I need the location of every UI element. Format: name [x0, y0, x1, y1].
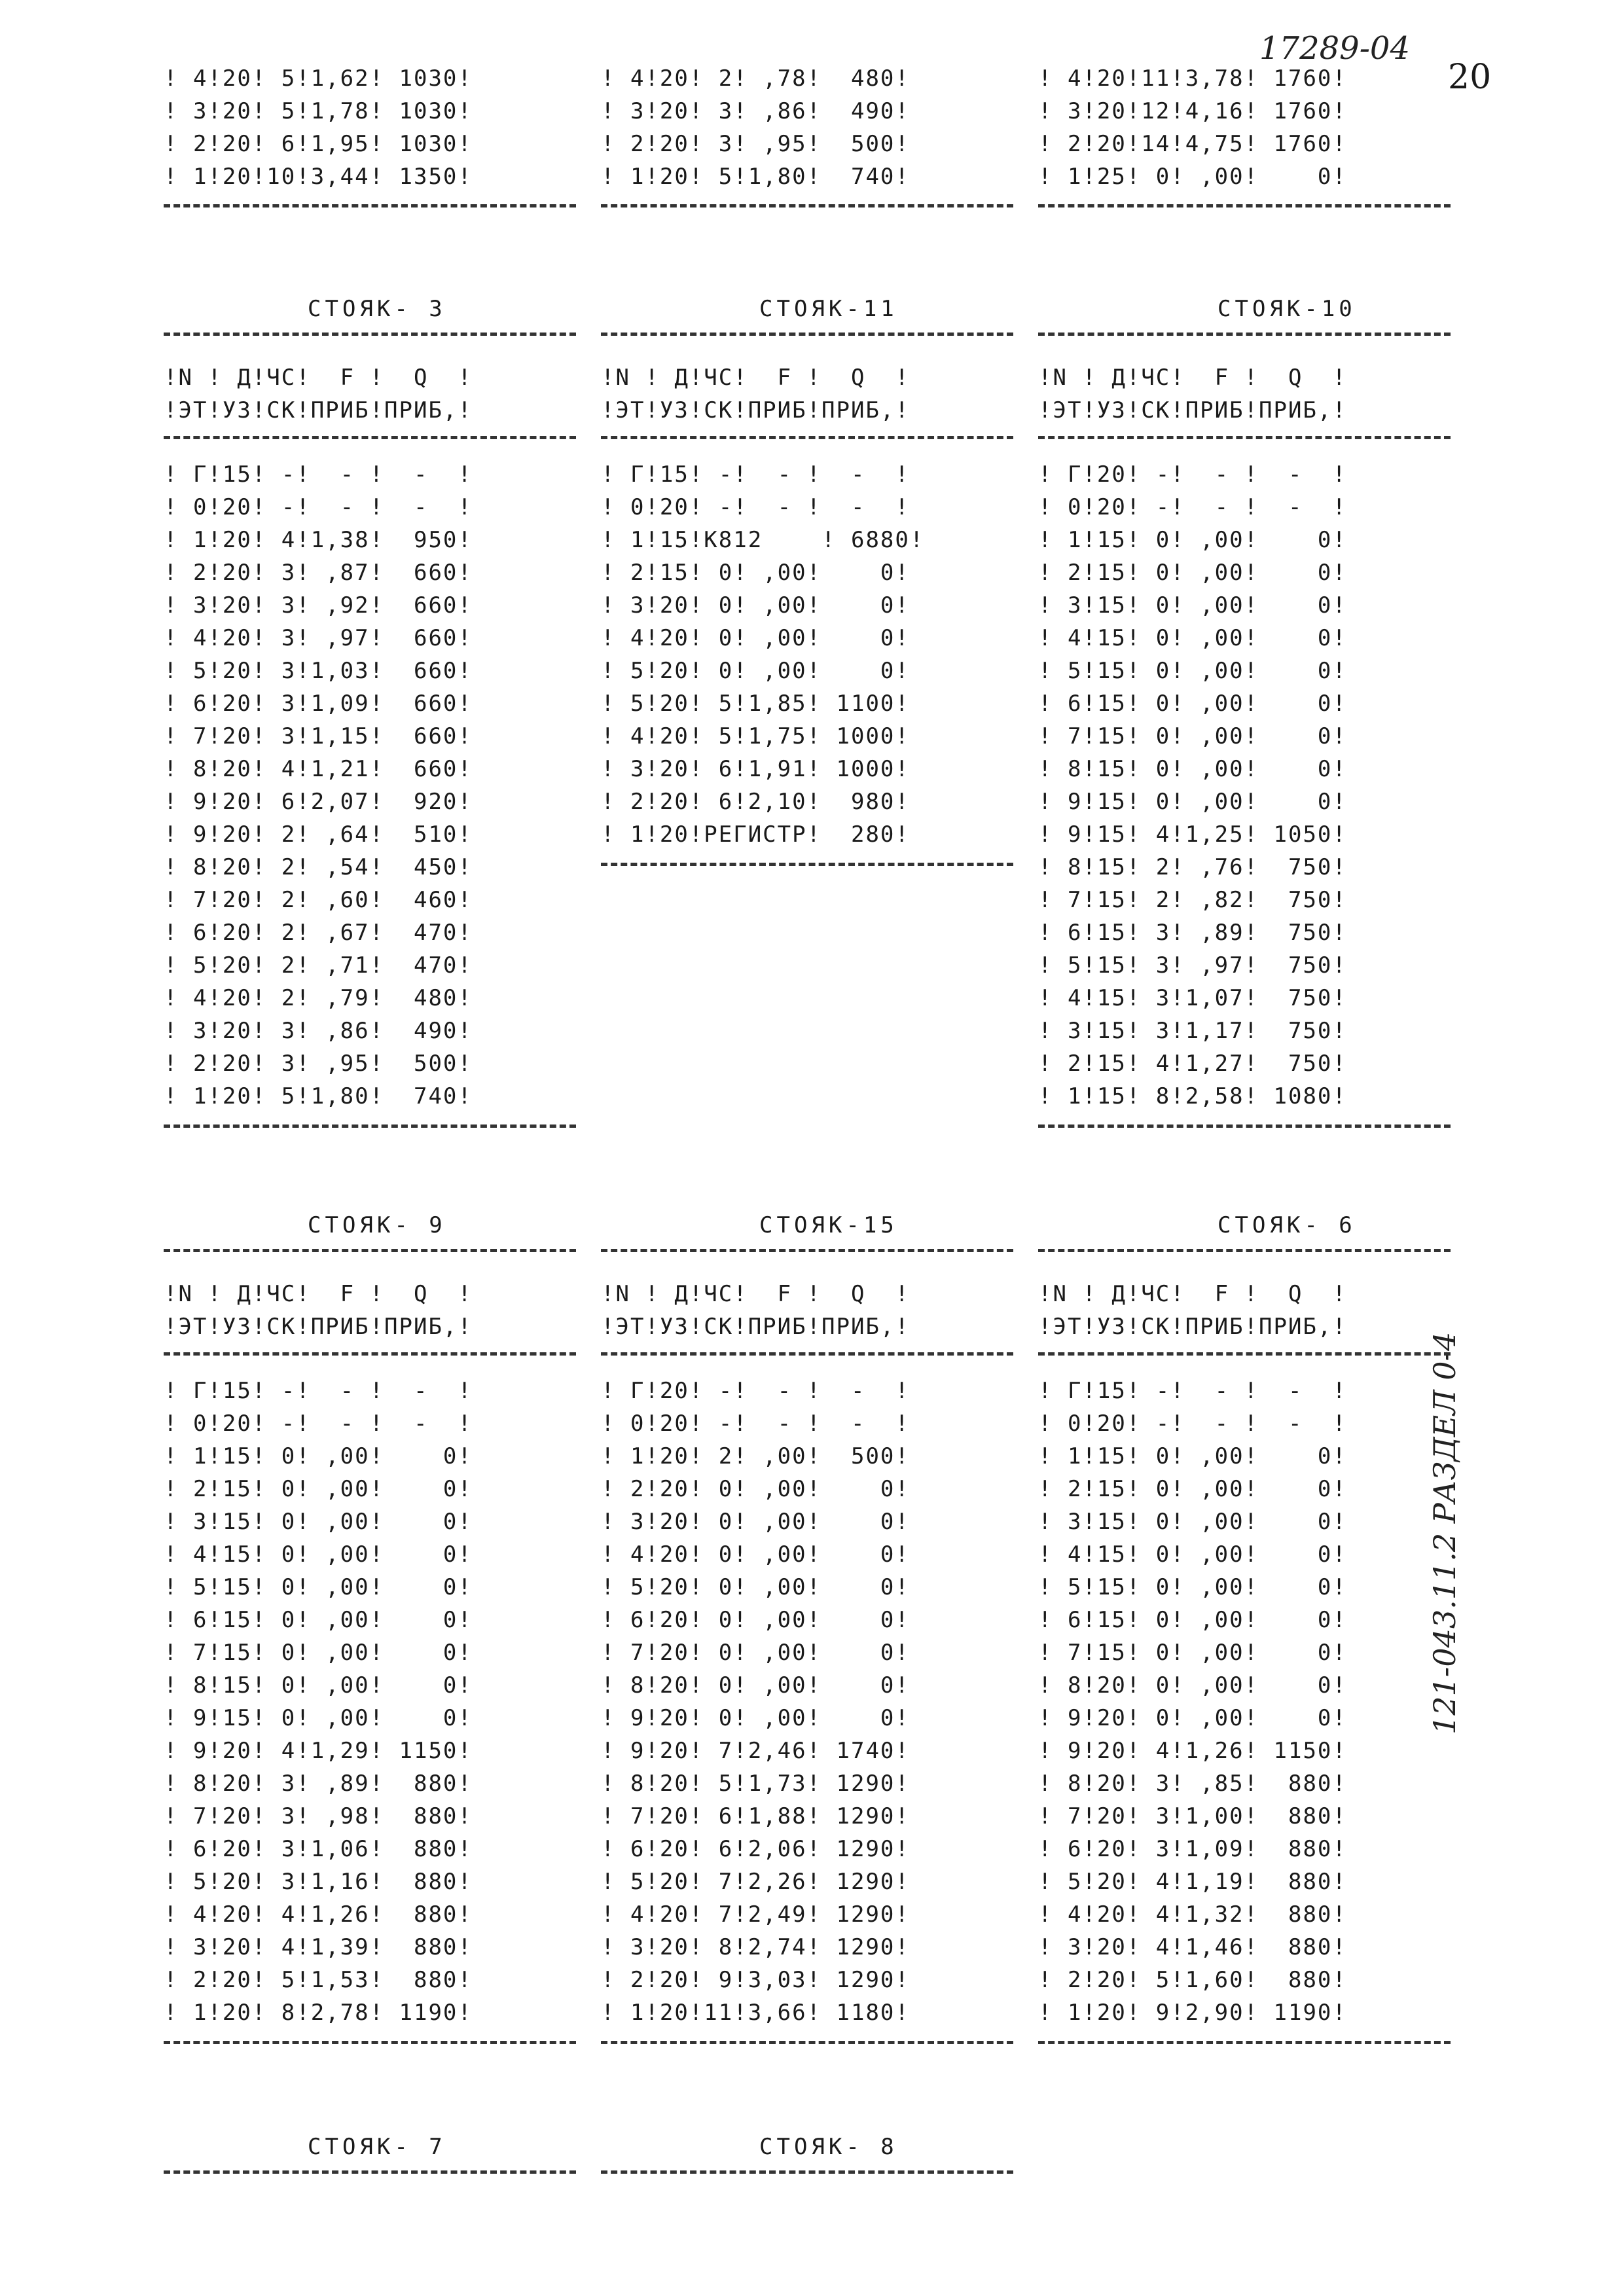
top-rows-col-2: ! 4!20! 2! ,78! 480! ! 3!20! 3! ,86! 490! ! 2!20! 3! ,95! 500! ! 1!20! 5!1,80! 740! [601, 65, 910, 190]
divider [601, 333, 1013, 336]
divider [601, 1352, 1013, 1356]
document-number: 17289-04 [1259, 30, 1410, 67]
table-header: !N ! Д!ЧС! F ! Q ! !ЭТ!УЗ!СК!ПРИБ!ПРИБ,! [1038, 1281, 1347, 1340]
divider [601, 2170, 1013, 2174]
divider [601, 1249, 1013, 1252]
section-title: СТОЯК- 8 [759, 2134, 898, 2160]
divider [1038, 204, 1451, 207]
section-title: СТОЯК- 6 [1218, 1212, 1356, 1238]
table-header: !N ! Д!ЧС! F ! Q ! !ЭТ!УЗ!СК!ПРИБ!ПРИБ,! [601, 1281, 910, 1340]
section-title: СТОЯК-11 [759, 296, 898, 322]
stoyak-3-rows: ! Г!15! -! - ! - ! ! 0!20! -! - ! - ! ! 1!20! 4!1,38! 950! ! 2!20! 3! ,87! 660! ! 3!20! 3! ,92! 660! ! 4!20! 3! ,97! 660! ! 5!20! 3!1,03! 660! ! 6!20! 3!1,09! 660! ! 7!20! 3!1,15! 660! ! 8!20! 4!1,21! 660! ! 9!20! 6!2,07! 920! ! 9!20! 2! ,64! 510! ! 8!20! 2! ,54! 450! ! 7!20! 2! ,60! 460! ! 6!20! 2! ,67! 470! ! 5!20! 2! ,71! 470! ! 4!20! 2! ,79! 480! ! 3!20! 3! ,86! 490! ! 2!20! 3! ,95! 500! ! 1!20! 5!1,80! 740! [164, 461, 473, 1109]
divider [164, 333, 576, 336]
top-rows-col-1: ! 4!20! 5!1,62! 1030! ! 3!20! 5!1,78! 1030! ! 2!20! 6!1,95! 1030! ! 1!20!10!3,44! 1350! [164, 65, 473, 190]
divider [164, 204, 576, 207]
table-header: !N ! Д!ЧС! F ! Q ! !ЭТ!УЗ!СК!ПРИБ!ПРИБ,! [164, 1281, 473, 1340]
divider [164, 1352, 576, 1356]
divider [601, 204, 1013, 207]
section-title: СТОЯК- 7 [308, 2134, 446, 2160]
divider [1038, 436, 1451, 439]
divider [164, 2041, 576, 2044]
divider [1038, 1352, 1451, 1356]
divider [1038, 1125, 1451, 1128]
divider [164, 1125, 576, 1128]
top-rows-col-3: ! 4!20!11!3,78! 1760! ! 3!20!12!4,16! 1760! ! 2!20!14!4,75! 1760! ! 1!25! 0! ,00! 0! [1038, 65, 1347, 190]
section-title: СТОЯК- 9 [308, 1212, 446, 1238]
stoyak-11-rows: ! Г!15! -! - ! - ! ! 0!20! -! - ! - ! ! 1!15!К812 ! 6880! ! 2!15! 0! ,00! 0! ! 3!20! 0! ,00! 0! ! 4!20! 0! ,00! 0! ! 5!20! 0! ,00! 0! ! 5!20! 5!1,85! 1100! ! 4!20! 5!1,75! 1000! ! 3!20! 6!1,91! 1000! ! 2!20! 6!2,10! 980! ! 1!20!РЕГИСТР! 280! [601, 461, 925, 848]
page-number: 20 [1448, 58, 1492, 97]
divider [601, 863, 1013, 866]
divider [601, 436, 1013, 439]
table-header: !N ! Д!ЧС! F ! Q ! !ЭТ!УЗ!СК!ПРИБ!ПРИБ,! [601, 365, 910, 423]
divider [164, 436, 576, 439]
divider [601, 2041, 1013, 2044]
section-title: СТОЯК-15 [759, 1212, 898, 1238]
divider [1038, 1249, 1451, 1252]
stoyak-6-rows: ! Г!15! -! - ! - ! ! 0!20! -! - ! - ! ! 1!15! 0! ,00! 0! ! 2!15! 0! ,00! 0! ! 3!15! 0! ,00! 0! ! 4!15! 0! ,00! 0! ! 5!15! 0! ,00! 0! ! 6!15! 0! ,00! 0! ! 7!15! 0! ,00! 0! ! 8!20! 0! ,00! 0! ! 9!20! 0! ,00! 0! ! 9!20! 4!1,26! 1150! ! 8!20! 3! ,85! 880! ! 7!20! 3!1,00! 880! ! 6!20! 3!1,09! 880! ! 5!20! 4!1,19! 880! ! 4!20! 4!1,32! 880! ! 3!20! 4!1,46! 880! ! 2!20! 5!1,60! 880! ! 1!20! 9!2,90! 1190! [1038, 1378, 1347, 2026]
section-title: СТОЯК-10 [1218, 296, 1356, 322]
divider [164, 1249, 576, 1252]
stoyak-9-rows: ! Г!15! -! - ! - ! ! 0!20! -! - ! - ! ! 1!15! 0! ,00! 0! ! 2!15! 0! ,00! 0! ! 3!15! 0! ,00! 0! ! 4!15! 0! ,00! 0! ! 5!15! 0! ,00! 0! ! 6!15! 0! ,00! 0! ! 7!15! 0! ,00! 0! ! 8!15! 0! ,00! 0! ! 9!15! 0! ,00! 0! ! 9!20! 4!1,29! 1150! ! 8!20! 3! ,89! 880! ! 7!20! 3! ,98! 880! ! 6!20! 3!1,06! 880! ! 5!20! 3!1,16! 880! ! 4!20! 4!1,26! 880! ! 3!20! 4!1,39! 880! ! 2!20! 5!1,53! 880! ! 1!20! 8!2,78! 1190! [164, 1378, 473, 2026]
stoyak-15-rows: ! Г!20! -! - ! - ! ! 0!20! -! - ! - ! ! 1!20! 2! ,00! 500! ! 2!20! 0! ,00! 0! ! 3!20! 0! ,00! 0! ! 4!20! 0! ,00! 0! ! 5!20! 0! ,00! 0! ! 6!20! 0! ,00! 0! ! 7!20! 0! ,00! 0! ! 8!20! 0! ,00! 0! ! 9!20! 0! ,00! 0! ! 9!20! 7!2,46! 1740! ! 8!20! 5!1,73! 1290! ! 7!20! 6!1,88! 1290! ! 6!20! 6!2,06! 1290! ! 5!20! 7!2,26! 1290! ! 4!20! 7!2,49! 1290! ! 3!20! 8!2,74! 1290! ! 2!20! 9!3,03! 1290! ! 1!20!11!3,66! 1180! [601, 1378, 910, 2026]
divider [1038, 333, 1451, 336]
table-header: !N ! Д!ЧС! F ! Q ! !ЭТ!УЗ!СК!ПРИБ!ПРИБ,! [164, 365, 473, 423]
table-header: !N ! Д!ЧС! F ! Q ! !ЭТ!УЗ!СК!ПРИБ!ПРИБ,! [1038, 365, 1347, 423]
stoyak-10-rows: ! Г!20! -! - ! - ! ! 0!20! -! - ! - ! ! 1!15! 0! ,00! 0! ! 2!15! 0! ,00! 0! ! 3!15! 0! ,00! 0! ! 4!15! 0! ,00! 0! ! 5!15! 0! ,00! 0! ! 6!15! 0! ,00! 0! ! 7!15! 0! ,00! 0! ! 8!15! 0! ,00! 0! ! 9!15! 0! ,00! 0! ! 9!15! 4!1,25! 1050! ! 8!15! 2! ,76! 750! ! 7!15! 2! ,82! 750! ! 6!15! 3! ,89! 750! ! 5!15! 3! ,97! 750! ! 4!15! 3!1,07! 750! ! 3!15! 3!1,17! 750! ! 2!15! 4!1,27! 750! ! 1!15! 8!2,58! 1080! [1038, 461, 1347, 1109]
section-title: СТОЯК- 3 [308, 296, 446, 322]
divider [164, 2170, 576, 2174]
divider [1038, 2041, 1451, 2044]
side-document-code: 121-043.11.2 РАЗДЕЛ 0-4 [1427, 1331, 1462, 1735]
